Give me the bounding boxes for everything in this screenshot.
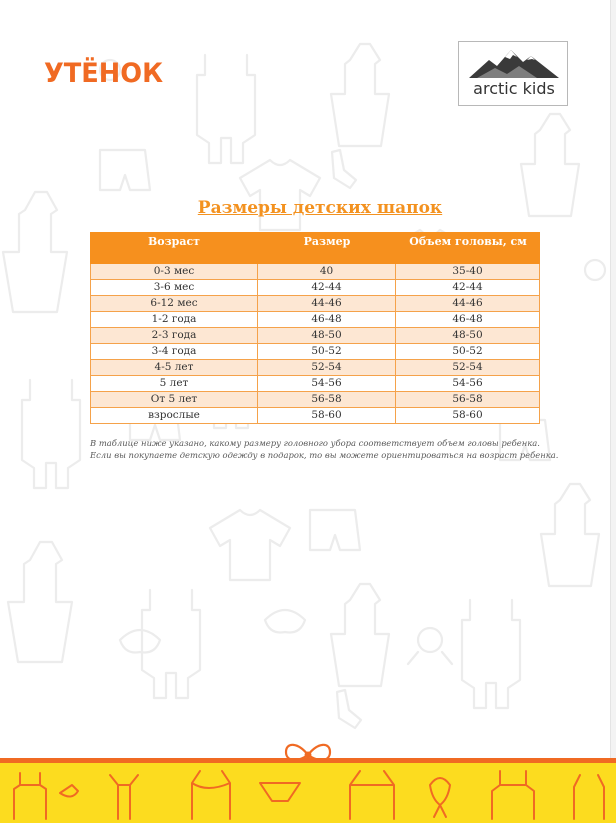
cell-size: 48-50 <box>258 328 396 343</box>
cell-size: 42-44 <box>258 280 396 295</box>
page-edge-shadow <box>610 0 616 823</box>
cell-age: 1-2 года <box>90 312 258 327</box>
header-head-circumference: Объем головы, см <box>409 235 527 248</box>
cell-age: От 5 лет <box>90 392 258 407</box>
cell-size: 54-56 <box>258 376 396 391</box>
cell-age: взрослые <box>90 408 258 423</box>
cell-size: 46-48 <box>258 312 396 327</box>
table-row <box>90 360 540 376</box>
mountains-icon <box>467 46 561 80</box>
arctic-kids-logo <box>458 41 568 106</box>
table-row <box>90 296 540 312</box>
cell-age: 3-6 мес <box>90 280 258 295</box>
cell-head-circumference: 35-40 <box>396 264 540 279</box>
cell-head-circumference: 50-52 <box>396 344 540 359</box>
cell-head-circumference: 42-44 <box>396 280 540 295</box>
cell-age: 5 лет <box>90 376 258 391</box>
cell-head-circumference: 54-56 <box>396 376 540 391</box>
footer-band <box>0 763 616 823</box>
cell-size: 56-58 <box>258 392 396 407</box>
table-note: В таблице ниже указано, какому размеру головного убора соответствует объем головы ребенка. Если вы покупаете детскую одежду в подарок, то вы можете ориентироваться на возраст ребенка. <box>90 438 559 460</box>
table-row <box>90 408 540 424</box>
cell-age: 4-5 лет <box>90 360 258 375</box>
table-row <box>90 312 540 328</box>
hat-size-table <box>90 232 540 424</box>
cell-size: 40 <box>258 264 396 279</box>
cell-size: 44-46 <box>258 296 396 311</box>
arctic-kids-brand-text: arctic kids <box>473 79 555 98</box>
cell-age: 3-4 года <box>90 344 258 359</box>
cell-age: 0-3 мес <box>90 264 258 279</box>
table-row <box>90 392 540 408</box>
cell-head-circumference: 52-54 <box>396 360 540 375</box>
page-title: Размеры детских шапок <box>197 198 443 218</box>
header-age: Возраст <box>148 235 200 248</box>
cell-size: 50-52 <box>258 344 396 359</box>
cell-age: 6-12 мес <box>90 296 258 311</box>
cell-head-circumference: 56-58 <box>396 392 540 407</box>
cell-age: 2-3 года <box>90 328 258 343</box>
utenok-logo: УТЁНОК <box>44 58 164 89</box>
cell-head-circumference: 48-50 <box>396 328 540 343</box>
cell-size: 58-60 <box>258 408 396 423</box>
header-size: Размер <box>303 235 351 248</box>
table-row <box>90 264 540 280</box>
cell-size: 52-54 <box>258 360 396 375</box>
cell-head-circumference: 46-48 <box>396 312 540 327</box>
cell-head-circumference: 44-46 <box>396 296 540 311</box>
table-header <box>90 232 540 264</box>
cell-head-circumference: 58-60 <box>396 408 540 423</box>
table-row <box>90 344 540 360</box>
table-row <box>90 376 540 392</box>
table-row <box>90 328 540 344</box>
table-row <box>90 280 540 296</box>
table-body <box>90 264 540 424</box>
